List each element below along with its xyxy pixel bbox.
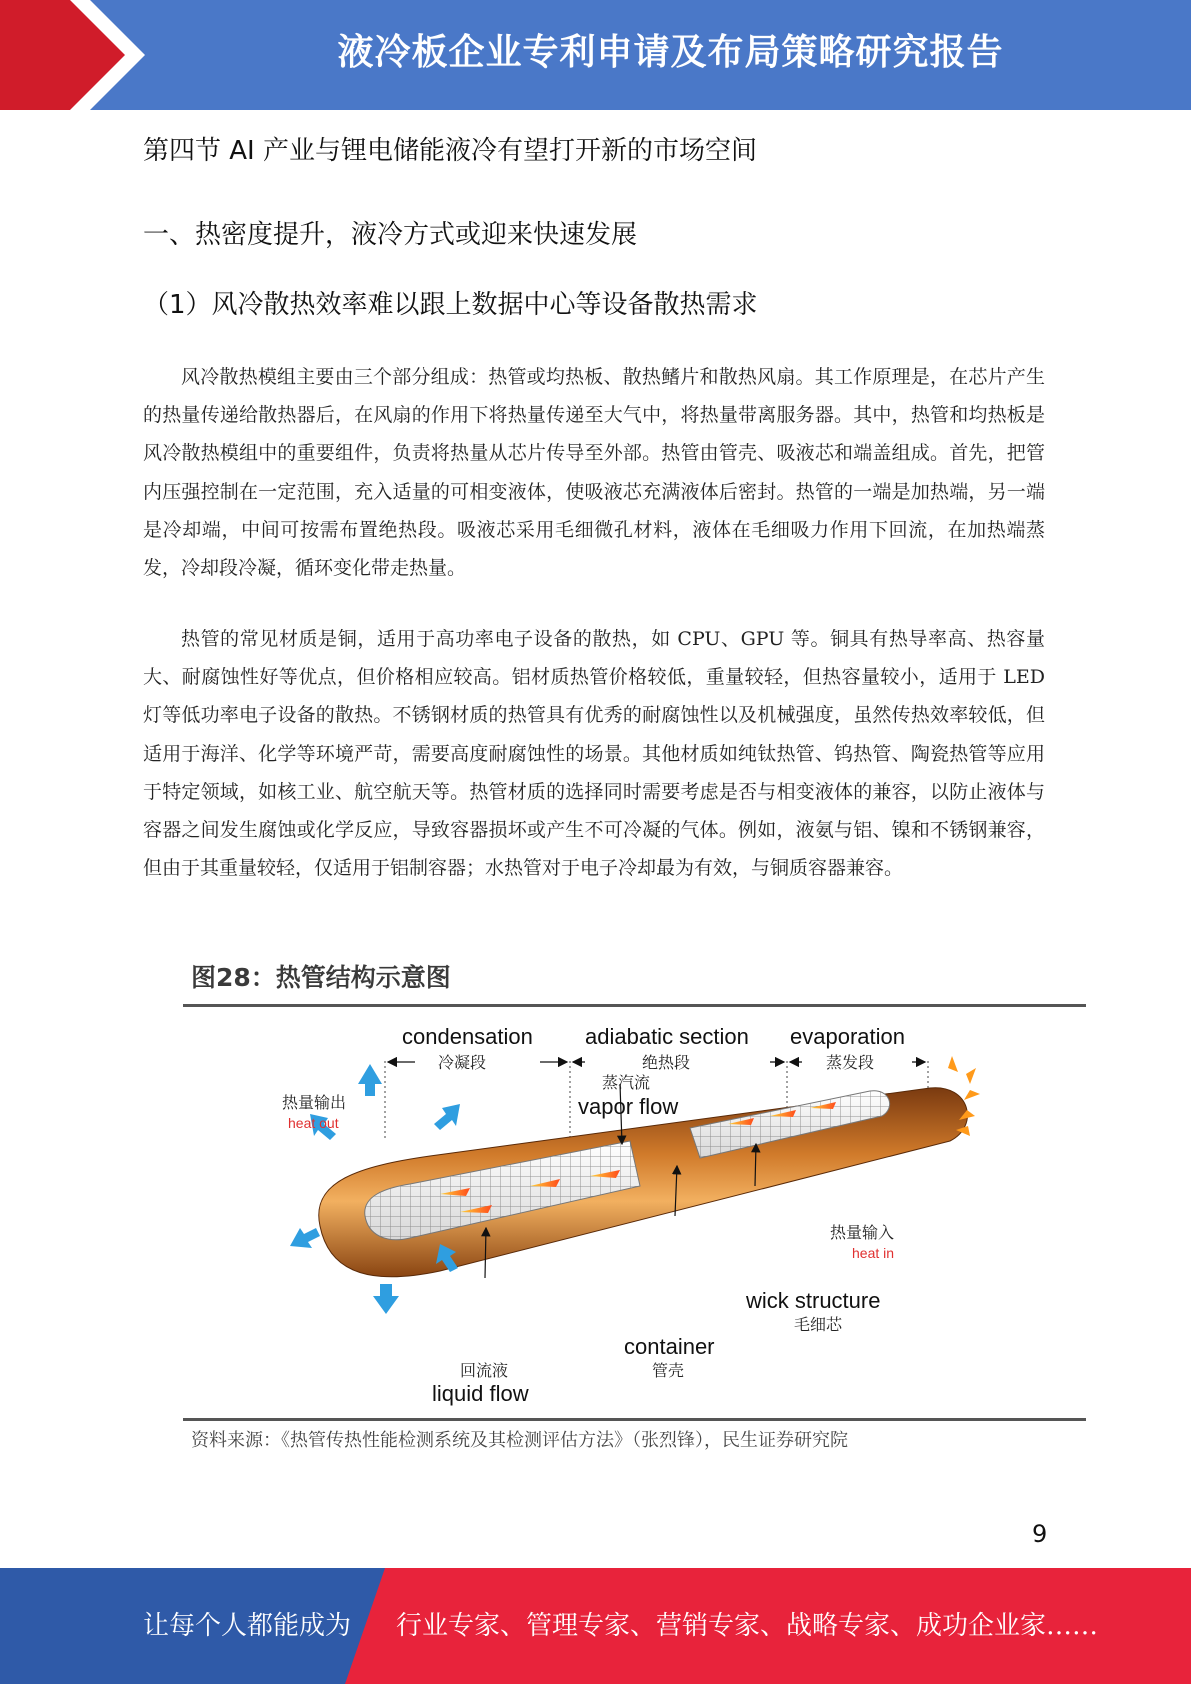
subheading-1: 一、热密度提升，液冷方式或迎来快速发展 [143, 220, 638, 250]
label-vapor-flow: vapor flow [578, 1094, 679, 1119]
label-container-cn: 管壳 [652, 1361, 685, 1380]
label-liquid-flow-cn: 回流液 [460, 1361, 509, 1380]
label-adiabatic: adiabatic section [585, 1024, 749, 1049]
section-heading: 第四节 AI 产业与锂电储能液冷有望打开新的市场空间 [143, 136, 757, 166]
label-heat-out: heat out [288, 1115, 339, 1131]
footer-slogan-left: 让每个人都能成为 [143, 1611, 352, 1641]
label-condensation-cn: 冷凝段 [438, 1053, 487, 1072]
paragraph-2: 热管的常见材质是铜，适用于高功率电子设备的散热，如 CPU、GPU 等。铜具有热导率高、热容量大、耐腐蚀性好等优点，但价格相应较高。铝材质热管价格较低，重量较轻，但热容量较小，适用于 LED 灯等低功率电子设备的散热。不锈钢材质的热管具有优秀的耐腐蚀性以及机械强度，虽然传热效率较低，但适用于海洋、化学等环境严苛，需要高度耐腐蚀性的场景。其他材质如纯钛热管、钨热管、陶瓷热管等应用于特定领域，如核工业、航空航天等。热管材质的选择同时需要考虑是否与相变液体的兼容，以防止液体与容器之间发生腐蚀或化学反应，导致容器损坏或产生不可冷凝的气体。例如，液氨与铝、镍和不锈钢兼容，但由于其重量较轻，仅适用于铝制容器；水热管对于电子冷却最为有效，与铜质容器兼容。 [143, 628, 1045, 880]
label-evaporation: evaporation [790, 1024, 905, 1049]
figure-source: 资料来源：《热管传热性能检测系统及其检测评估方法》（张烈锋），民生证券研究院 [191, 1430, 848, 1451]
footer-banner [0, 1568, 1191, 1684]
label-vapor-flow-cn: 蒸汽流 [602, 1073, 651, 1092]
figure-bottom-rule [183, 1418, 1086, 1421]
label-liquid-flow: liquid flow [432, 1381, 529, 1406]
label-adiabatic-cn: 绝热段 [642, 1053, 691, 1072]
figure-title: 图28：热管结构示意图 [191, 963, 451, 992]
heat-pipe-diagram [282, 1016, 980, 1412]
label-wick-structure: wick structure [746, 1288, 881, 1313]
label-heat-out-cn: 热量输出 [282, 1093, 347, 1112]
page-number: 9 [1032, 1520, 1048, 1548]
label-wick-cn: 毛细芯 [794, 1315, 843, 1334]
footer-slogan-right: 行业专家、管理专家、营销专家、战略专家、成功企业家…… [396, 1611, 1099, 1641]
subheading-2: （1）风冷散热效率难以跟上数据中心等设备散热需求 [143, 290, 758, 320]
label-heat-in-cn: 热量输入 [830, 1223, 895, 1242]
label-evaporation-cn: 蒸发段 [826, 1053, 875, 1072]
header-red-arrow [0, 0, 150, 110]
label-heat-in: heat in [852, 1245, 895, 1261]
label-container: container [624, 1334, 715, 1359]
figure-top-rule [183, 1004, 1086, 1007]
paragraph-1: 风冷散热模组主要由三个部分组成：热管或均热板、散热鳍片和散热风扇。其工作原理是，在芯片产生的热量传递给散热器后，在风扇的作用下将热量传递至大气中，将热量带离服务器。其中，热管和均热板是风冷散热模组中的重要组件，负责将热量从芯片传导至外部。热管由管壳、吸液芯和端盖组成。首先，把管内压强控制在一定范围，充入适量的可相变液体，使吸液芯充满液体后密封。热管的一端是加热端，另一端是冷却端，中间可按需布置绝热段。吸液芯采用毛细微孔材料，液体在毛细吸力作用下回流，在加热端蒸发，冷却段冷凝，循环变化带走热量。 [143, 366, 1045, 580]
label-condensation: condensation [402, 1024, 533, 1049]
header-banner [0, 0, 1191, 110]
header-title: 液冷板企业专利申请及布局策略研究报告 [337, 32, 1004, 73]
